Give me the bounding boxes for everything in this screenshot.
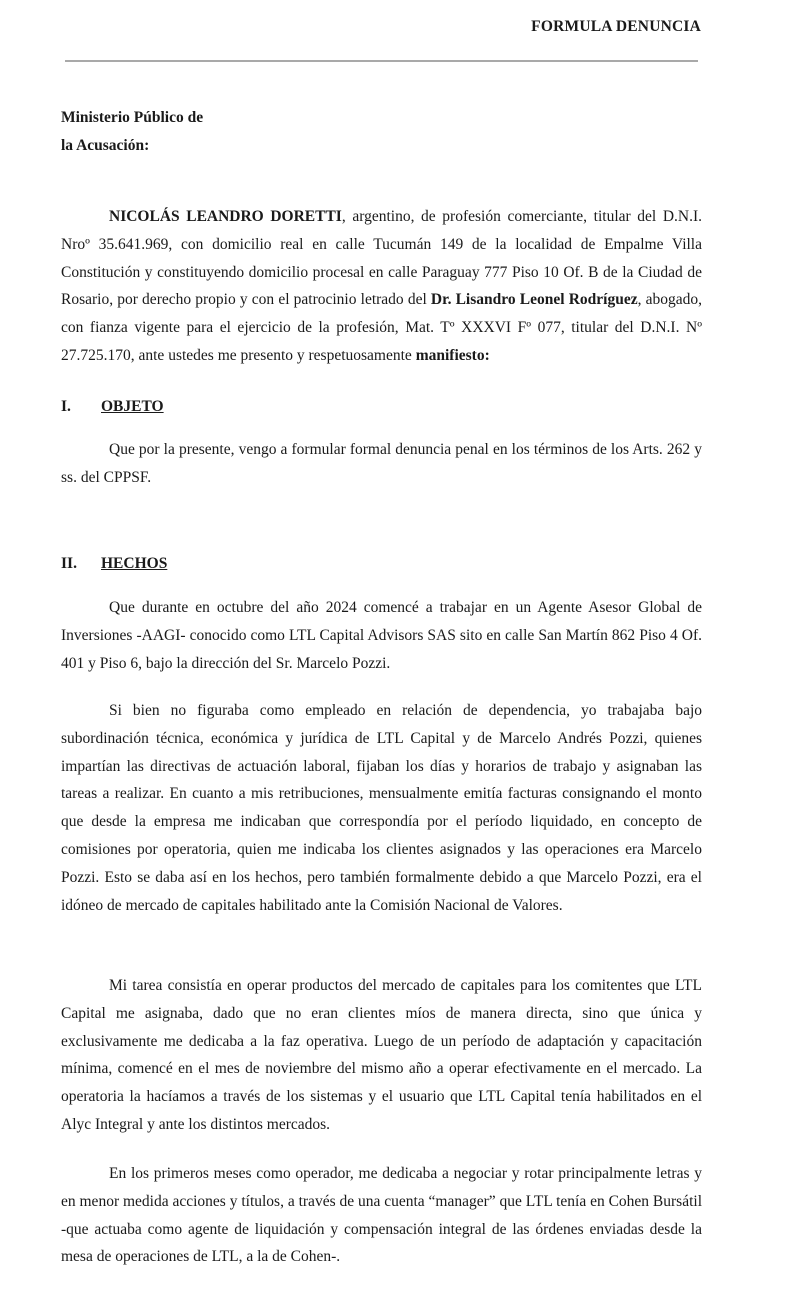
section-heading-objeto	[61, 398, 164, 416]
paragraph-text: Que por la presente, vengo a formular formal denuncia penal en los términos de los Arts. 262 y ss. del CPPSF.	[61, 441, 702, 486]
intro-paragraph	[61, 203, 702, 370]
paragraph-text: Mi tarea consistía en operar productos del mercado de capitales para los comitentes que LTL Capital me asignaba, dado que no eran clientes míos de manera directa, sino que única y exclusivamente me dedicaba a la faz operativa. Luego de un período de adaptación y capacitación mínima, comencé en el mes de noviembre del mismo año a operar efectivamente en el mercado. La operatoria la hacíamos a través de los sistemas y el usuario que LTL Capital tenía habilitados en el Alyc Integral y ante los distintos mercados.	[61, 977, 702, 1133]
hechos-paragraph-2	[61, 697, 702, 919]
paragraph-text: Si bien no figuraba como empleado en relación de dependencia, yo trabajaba bajo subordinación técnica, económica y jurídica de LTL Capital y de Marcelo Andrés Pozzi, quienes impartían las directivas de actuación laboral, fijaban los días y horarios de trabajo y asignaban las tareas a realizar. En cuanto a mis retribuciones, mensualmente emitía facturas consignando el monto que desde la empresa me indicaban que correspondía por el período liquidado, en concepto de comisiones por operatoria, quien me indicaba los clientes asignados y las operaciones era Marcelo Pozzi. Esto se daba así en los hechos, pero también formalmente debido a que Marcelo Pozzi, era el idóneo de mercado de capitales habilitado ante la Comisión Nacional de Valores.	[61, 702, 702, 914]
intro-text-1: , argentino, de profesión comerciante, titular del D.N.I. Nroº 35.641.969, con domicilio real en calle Tucumán 149 de la localidad de Empalme Villa Constitución y constituyendo domicilio procesal en calle Paraguay 777 Piso 10 Of. B de la Ciudad de Rosario, por derecho propio y con el patrocinio letrado del	[61, 208, 702, 309]
intro-closing: manifiesto:	[415, 346, 490, 364]
hechos-paragraph-3	[61, 972, 702, 1139]
section-title: HECHOS	[101, 555, 168, 572]
hechos-paragraph-4	[61, 1160, 702, 1271]
header-divider	[65, 60, 698, 62]
objeto-paragraph	[61, 436, 702, 492]
addressee-line-1: Ministerio Público de	[61, 109, 204, 126]
lawyer-name: Dr. Lisandro Leonel Rodríguez	[430, 291, 638, 309]
hechos-paragraph-1	[61, 594, 702, 677]
addressee-block	[61, 104, 203, 160]
intro-text-2: , abogado, con fianza vigente para el ejercicio de la profesión, Mat. Tº XXXVI Fº 077, titular del D.N.I. Nº 27.725.170, ante ustedes me presento y respetuosamente	[61, 291, 702, 364]
paragraph-text: En los primeros meses como operador, me dedicaba a negociar y rotar principalmente letras y en menor medida acciones y títulos, a través de una cuenta “manager” que LTL tenía en Cohen Bursátil -que actuaba como agente de liquidación y compensación integral de las órdenes enviadas desde la mesa de operaciones de LTL, a la de Cohen-.	[61, 1165, 703, 1266]
section-number: II.	[61, 555, 77, 572]
section-title: OBJETO	[101, 398, 164, 415]
addressee-line-2: la Acusación:	[61, 137, 150, 154]
section-heading-hechos	[61, 555, 167, 573]
complainant-name: NICOLÁS LEANDRO DORETTI	[109, 208, 342, 225]
paragraph-text: Que durante en octubre del año 2024 comencé a trabajar en un Agente Asesor Global de Inversiones -AAGI- conocido como LTL Capital Advisors SAS sito en calle San Martín 862 Piso 4 Of. 401 y Piso 6, bajo la dirección del Sr. Marcelo Pozzi.	[61, 599, 702, 672]
document-title: FORMULA DENUNCIA	[531, 18, 701, 35]
section-number: I.	[61, 398, 71, 415]
